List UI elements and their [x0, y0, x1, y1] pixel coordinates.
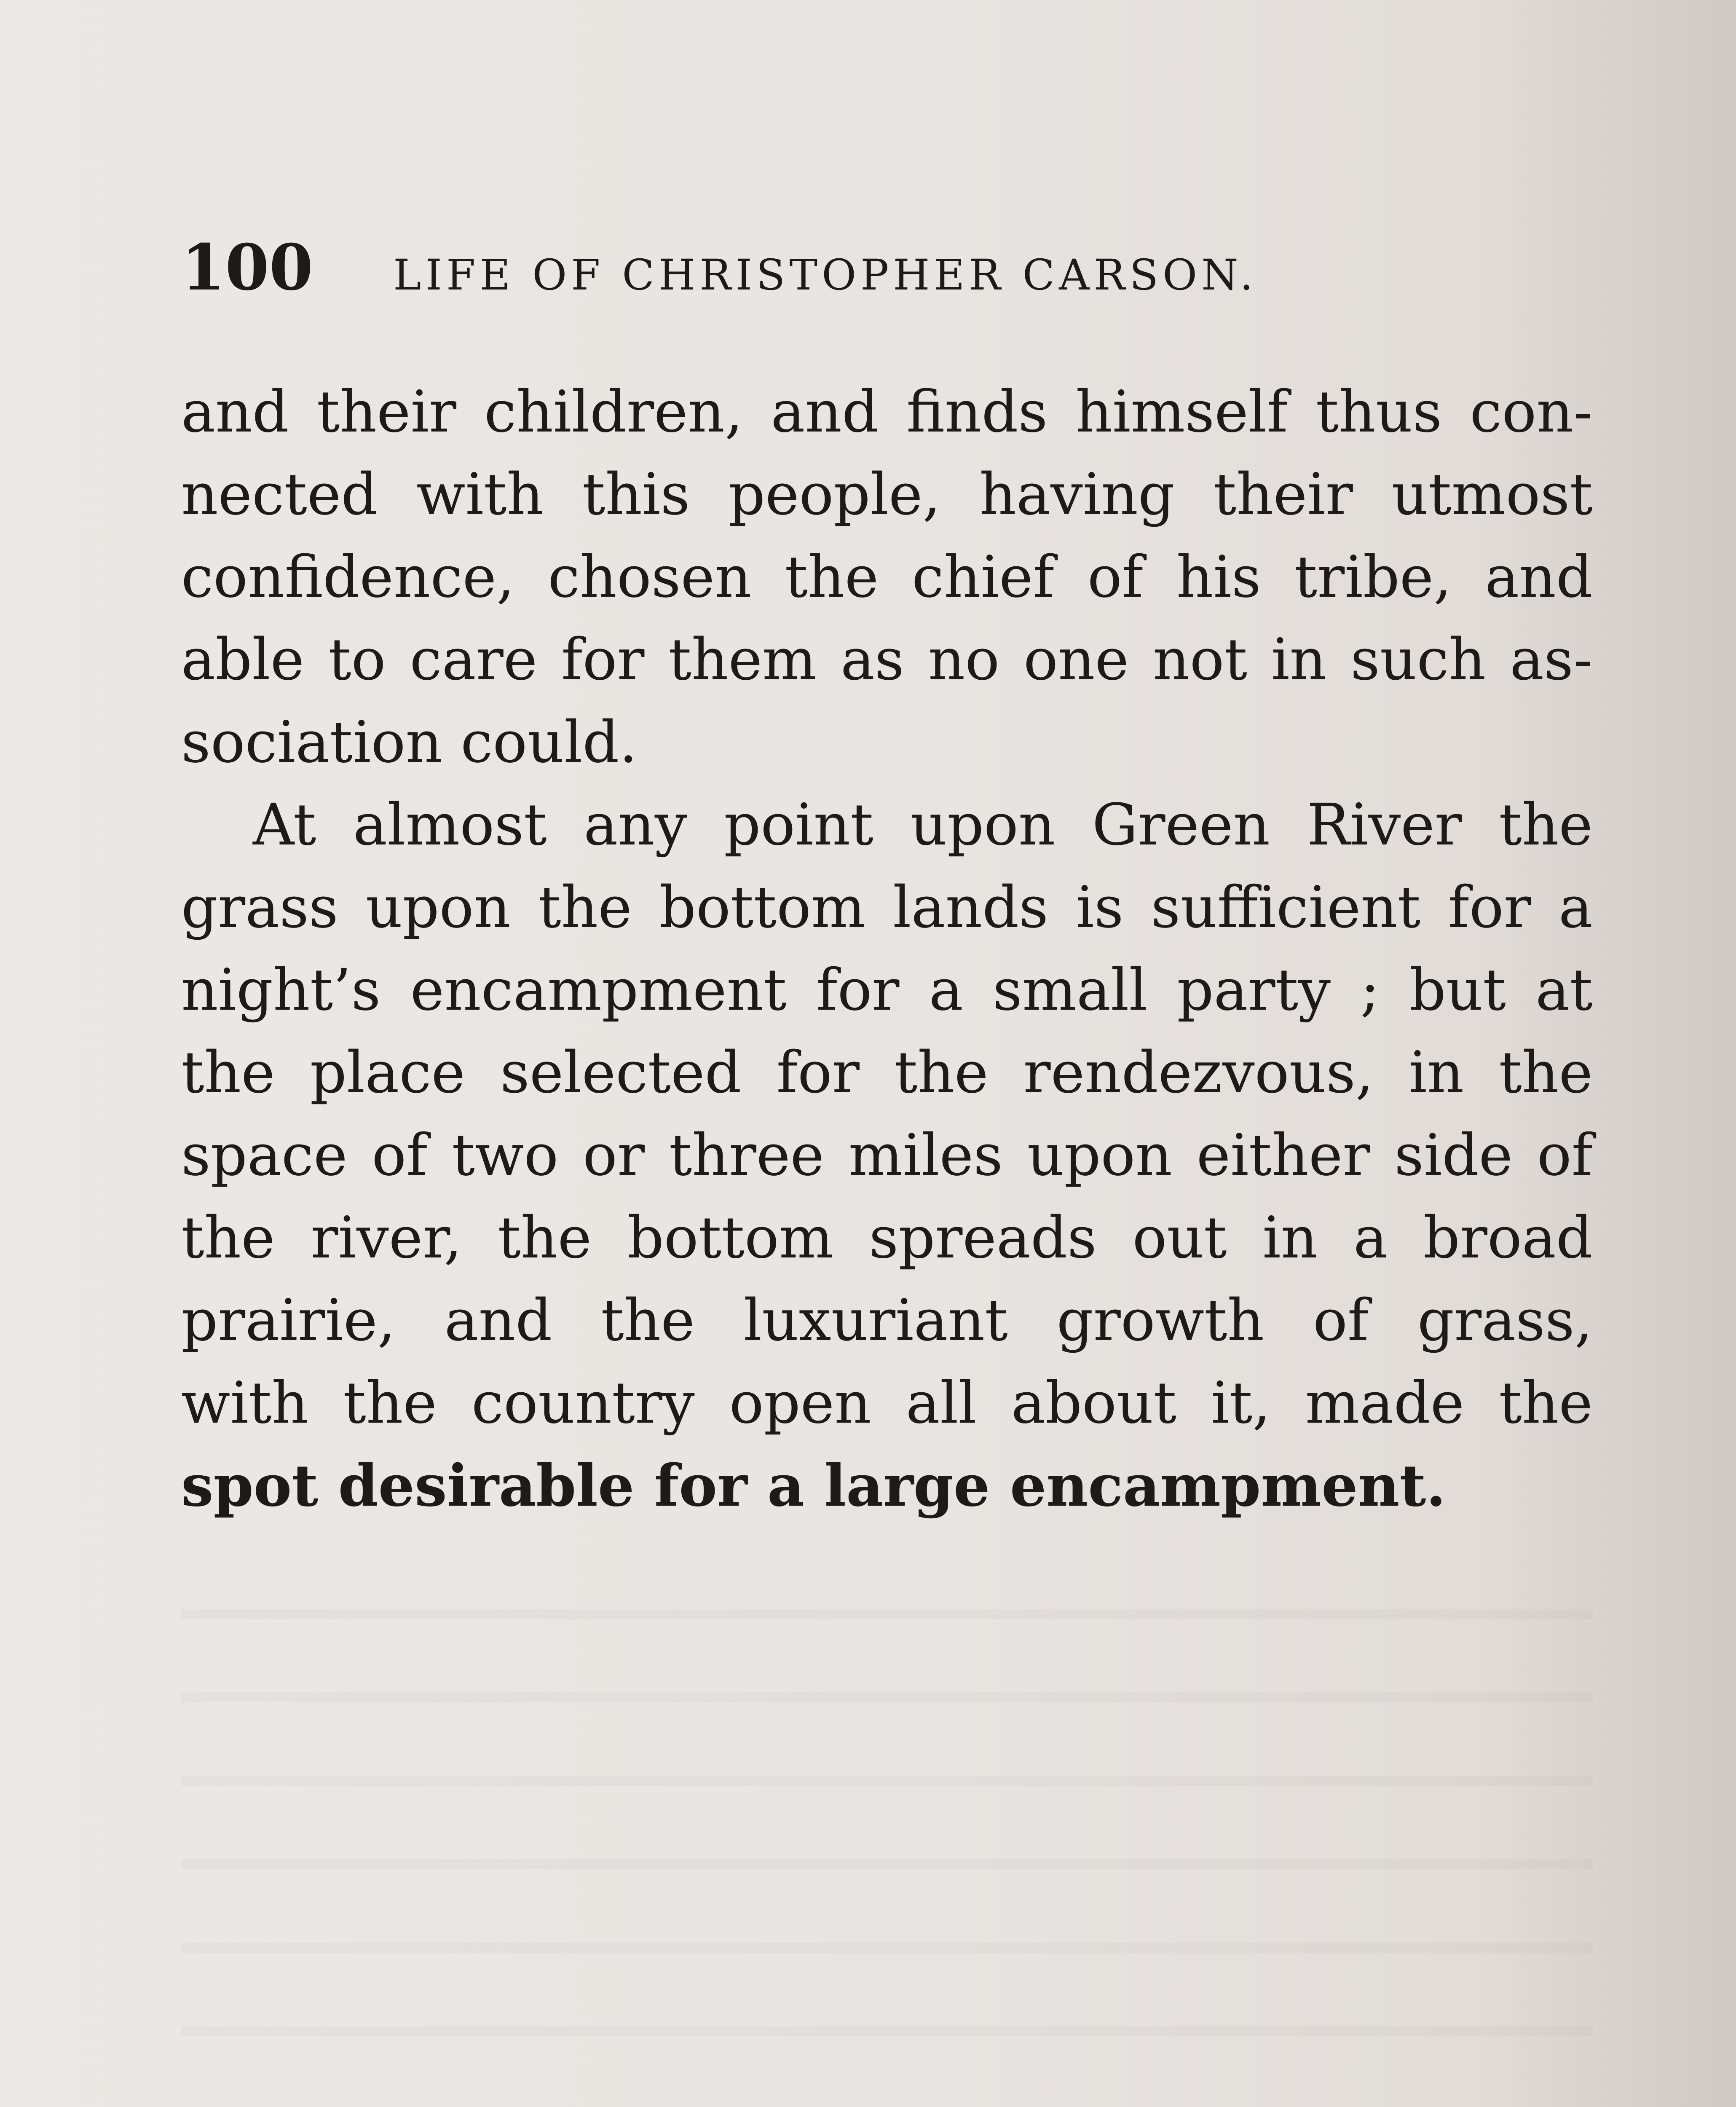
text-line: At almost any point upon Green River the: [253, 792, 1593, 858]
running-head: LIFE OF CHRISTOPHER CARSON.: [393, 250, 1258, 300]
paragraph-2: [181, 784, 1593, 1527]
text-line: prairie, and the luxuriant growth of grass,: [181, 1287, 1593, 1354]
page-header: [181, 231, 1593, 308]
text-line: spot desirable for a large encampment.: [181, 1452, 1446, 1520]
text-line: sociation could.: [181, 709, 638, 776]
text-line: confidence, chosen the chief of his tribe, and: [181, 544, 1593, 611]
text-line: nected with this people, having their utmost: [181, 461, 1593, 528]
page-body: [181, 371, 1593, 1576]
bleed-through-text: [181, 1559, 1593, 2107]
page-number: 100: [181, 231, 313, 305]
text-line: night’s encampment for a small party ; but at: [181, 957, 1593, 1024]
paragraph-1: [181, 371, 1593, 784]
text-line: the place selected for the rendezvous, in the: [181, 1040, 1593, 1106]
text-line: with the country open all about it, made the: [181, 1370, 1593, 1437]
text-line: the river, the bottom spreads out in a broad: [181, 1205, 1593, 1271]
text-line: space of two or three miles upon either side of: [181, 1122, 1593, 1189]
text-line: grass upon the bottom lands is sufficient for a: [181, 874, 1593, 941]
text-line: able to care for them as no one not in such as-: [181, 627, 1593, 693]
text-line: and their children, and finds himself thus con-: [181, 379, 1593, 445]
